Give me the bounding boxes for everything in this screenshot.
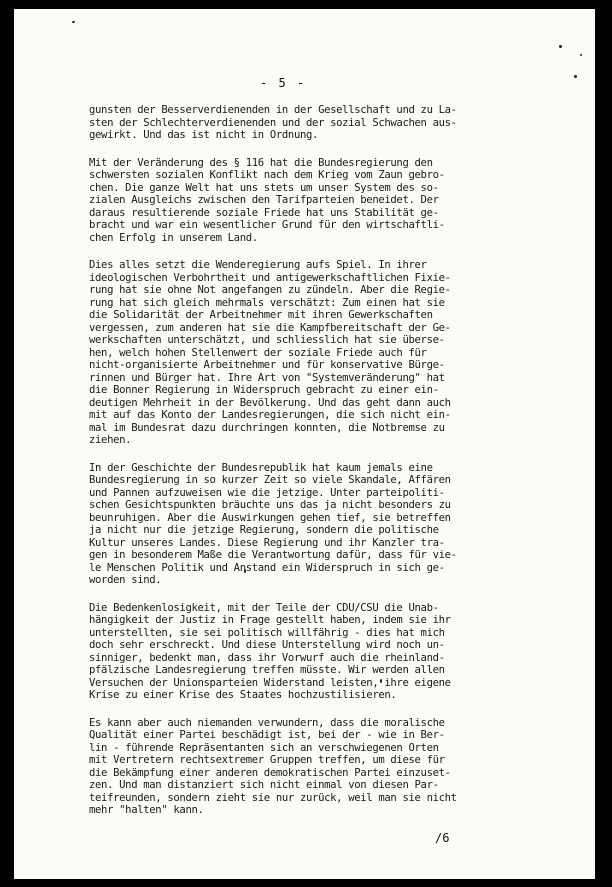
text-line: ja nicht nur die jetzige Regierung, sondern die politische	[89, 524, 439, 536]
text-line: schwersten sozialen Konflikt nach dem Krieg vom Zaun gebro-	[89, 169, 445, 181]
text-line: Versuchen der Unionsparteien Widerstand leisten, ihre eigene	[89, 676, 451, 689]
text-line: mit auf das Konto der Landesregierungen, die sich nicht ein-	[89, 409, 451, 421]
text-line: die Solidarität der Arbeitnehmer mit ihren Gewerkschaften	[89, 309, 433, 321]
text-line: Kultur unseres Landes. Diese Regierung und ihr Kanzler tra-	[89, 536, 445, 549]
text-line: schen Gesichtspunkten bräuchte uns das ja nicht besonders zu	[89, 499, 451, 511]
ink-speck	[580, 54, 582, 56]
text-line: hängigkeit der Justiz in Frage gestellt haben, indem sie ihr	[89, 614, 451, 626]
text-line: zialen Ausgleichs zwischen den Tarifparteien beneidet. Der	[89, 194, 439, 206]
paragraph	[89, 104, 535, 142]
text-line: teifreunden, sondern zieht sie nur zurück, weil man sie nicht	[89, 791, 457, 804]
text-line: die Bekämpfung einer anderen demokratischen Partei einzuset-	[89, 766, 451, 779]
text-line: rung hat sie ohne Not angefangen zu zündeln. Aber die Regie-	[89, 284, 451, 296]
text-line: Bundesregierung in so kurzer Zeit so viele Skandale, Affären	[89, 474, 451, 486]
text-line: zen. Und man distanziert sich nicht einmal von diesen Par-	[89, 779, 439, 791]
text-line: Dies alles setzt die Wenderegierung aufs Spiel. In ihrer	[89, 259, 427, 271]
paragraph	[89, 717, 535, 817]
text-line: mal im Bundesrat dazu durchringen konnten, die Notbremse zu	[89, 421, 445, 434]
text-line: deutigen Mehrheit in der Bevölkerung. Und das geht dann auch	[89, 396, 451, 409]
text-line: nicht-organisierte Arbeitnehmer und für konservative Bürge-	[89, 359, 445, 371]
continuation-marker: /6	[435, 831, 450, 845]
text-line: mit Vertretern rechtsextremer Gruppen treffen, um diese für	[89, 754, 445, 766]
text-line: ideologischen Verbohrtheit und antigewerkschaftlichen Fixie-	[89, 271, 451, 284]
text-line: le Menschen Politik und Anstand ein Widerspruch in sich ge-	[89, 561, 445, 574]
text-line: beunruhigen. Aber die Auswirkungen gehen tief, sie betreffen	[89, 511, 451, 524]
text-line: und Pannen aufzuweisen wie die jetzige. Unter parteipoliti-	[89, 486, 445, 499]
text-line: ziehen.	[89, 434, 132, 446]
text-line: rung hat sich gleich mehrmals verschätzt: Zum einen hat sie	[89, 296, 445, 309]
text-line: Mit der Veränderung des § 116 hat die Bundesregierung den	[89, 156, 433, 169]
text-line: werkschaften unterschätzt, und schliesslich hat sie überse-	[89, 334, 445, 346]
text-line: die Bonner Regierung in Widerspruch gebracht zu einer ein-	[89, 384, 439, 396]
text-line: doch sehr erschreckt. Und diese Unterstellung wird noch un-	[89, 639, 445, 651]
text-line: vergessen, zum anderen hat sie die Kampfbereitschaft der Ge-	[89, 321, 451, 334]
text-line: lin - führende Repräsentanten sich an verschwiegenen Orten	[89, 741, 439, 754]
text-line: sten der Schlechterverdienenden und der sozial Schwachen aus-	[89, 116, 457, 129]
text-line: Qualität einer Partei beschädigt ist, bei der - wie in Ber-	[89, 729, 445, 741]
ink-speck	[72, 21, 75, 23]
text-line: mehr "halten" kann.	[89, 804, 204, 816]
page-number: - 5 -	[260, 76, 307, 90]
ink-speck	[574, 75, 577, 78]
text-line: hen, welch hohen Stellenwert der soziale Friede auch für	[89, 346, 427, 359]
body-text	[89, 104, 535, 832]
text-line: bracht und war ein wesentlicher Grund für den wirtschaftli-	[89, 219, 445, 231]
text-line: In der Geschichte der Bundesrepublik hat kaum jemals eine	[89, 461, 433, 474]
text-line: rinnen und Bürger hat. Ihre Art von "Systemveränderung" hat	[89, 371, 445, 384]
text-line: chen. Die ganze Welt hat uns stets um unser System des so-	[89, 181, 439, 194]
text-line: unterstellten, sie sei politisch willfährig - dies hat mich	[89, 626, 445, 639]
text-line: Die Bedenkenlosigkeit, mit der Teile der CDU/CSU die Unab-	[89, 601, 439, 614]
paragraph	[89, 157, 535, 245]
document-page	[14, 9, 595, 879]
text-line: gunsten der Besserverdienenden in der Gesellschaft und zu La-	[89, 104, 457, 116]
paragraph	[89, 259, 535, 447]
text-line: Krise zu einer Krise des Staates hochzustilisieren.	[89, 689, 397, 701]
paragraph	[89, 602, 535, 702]
text-line: sinniger, bedenkt man, dass ihr Vorwurf auch die rheinland-	[89, 651, 445, 664]
text-line: gen in besonderem Maße die Verantwortung dafür, dass für vie-	[89, 549, 457, 561]
paragraph	[89, 462, 535, 587]
text-line: pfälzische Landesregierung treffen müsste. Wir werden allen	[89, 664, 445, 676]
text-line: Es kann aber auch niemanden verwundern, dass die moralische	[89, 716, 445, 729]
text-line: worden sind.	[89, 574, 162, 586]
text-line: gewirkt. Und das ist nicht in Ordnung.	[89, 129, 319, 141]
text-line: daraus resultierende soziale Friede hat uns Stabilität ge-	[89, 206, 439, 219]
text-line: chen Erfolg in unserem Land.	[89, 231, 258, 244]
ink-speck	[559, 45, 562, 48]
